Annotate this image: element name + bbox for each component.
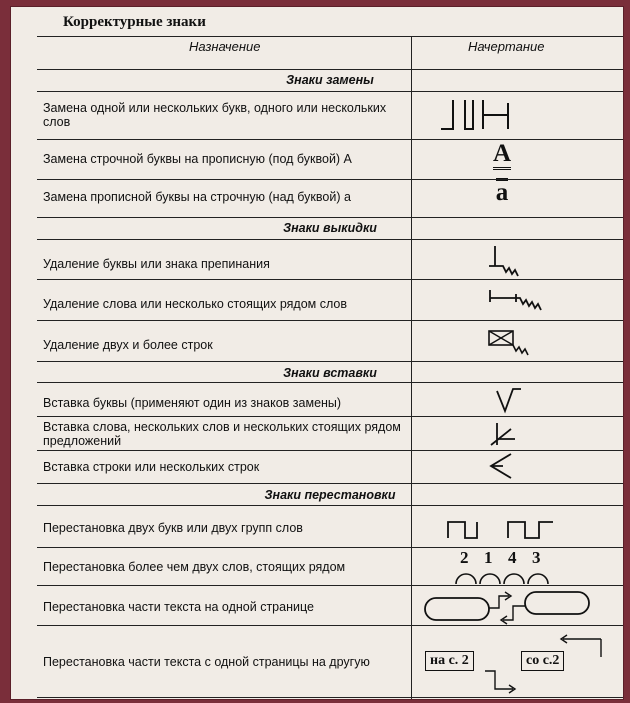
page-title: Корректурные знаки [63, 14, 206, 30]
row-text-delete-word: Удаление слова или несколько стоящих рядом слов [43, 297, 348, 311]
column-header-purpose: Назначение [189, 39, 261, 54]
section-title-delete: Знаки выкидки [283, 221, 377, 235]
table-top-border [37, 36, 623, 37]
move-text-same-page-icon [421, 586, 593, 626]
row-border [37, 697, 623, 698]
row-text-move-other-page: Перестановка части текста с одной страницы на другую [43, 655, 370, 669]
replace-brackets-icon [436, 95, 536, 135]
row-border [37, 91, 623, 92]
lowercase-glyph: a [495, 179, 509, 206]
row-text-insert-letter: Вставка буквы (применяют один из знаков замены) [43, 396, 342, 410]
uppercase-glyph: A [493, 141, 511, 170]
reorder-number: 4 [508, 548, 517, 567]
insert-line-icon [485, 450, 525, 482]
row-border [37, 416, 623, 417]
page-label-to: на с. 2 [425, 651, 474, 671]
reorder-number: 1 [484, 548, 493, 567]
row-border [37, 69, 623, 70]
row-text-insert-words: Вставка слова, нескольких слов и нескольких стоящих рядом предложений [43, 420, 401, 448]
row-border [37, 382, 623, 383]
row-text-lowercase: Замена прописной буквы на строчную (над буквой) а [43, 190, 351, 204]
reorder-number: 3 [532, 548, 541, 567]
row-border [37, 279, 623, 280]
row-text-swap-two: Перестановка двух букв или двух групп слов [43, 521, 303, 535]
row-text-insert-line: Вставка строки или нескольких строк [43, 460, 260, 474]
row-text-reorder-words: Перестановка более чем двух слов, стоящих рядом [43, 560, 346, 574]
row-border [37, 179, 623, 180]
delete-word-icon [486, 284, 556, 318]
section-title-reorder: Знаки перестановки [264, 488, 396, 502]
reorder-number: 2 [460, 548, 469, 567]
section-title-insert: Знаки вставки [283, 366, 377, 380]
row-border [37, 320, 623, 321]
delete-lines-icon [486, 325, 546, 361]
insert-words-icon [485, 419, 525, 449]
row-border [37, 483, 623, 484]
row-text-move-same-page: Перестановка части текста на одной странице [43, 600, 314, 614]
column-header-notation: Начертание [468, 39, 545, 54]
row-text-delete-letter: Удаление буквы или знака препинания [43, 257, 270, 271]
uppercase-A-icon [487, 141, 517, 170]
move-text-other-page-icon [423, 627, 603, 697]
row-text-delete-lines: Удаление двух и более строк [43, 338, 213, 352]
section-title-replace: Знаки замены [286, 73, 374, 87]
swap-two-icon [443, 512, 563, 542]
row-border [37, 217, 623, 218]
row-border [37, 505, 623, 506]
reorder-words-icon [454, 548, 554, 588]
insert-letter-icon [489, 385, 529, 415]
delete-letter-icon [481, 242, 531, 278]
proofreading-marks-page [10, 6, 624, 700]
arc-marks [454, 568, 554, 586]
row-text-uppercase: Замена строчной буквы на прописную (под буквой) А [43, 152, 352, 166]
row-border [37, 139, 623, 140]
row-border [37, 361, 623, 362]
lowercase-a-icon [487, 178, 517, 205]
row-border [37, 239, 623, 240]
page-label-from: со с.2 [521, 651, 564, 671]
row-border [37, 450, 623, 451]
row-text-replace-letters: Замена одной или нескольких букв, одного или нескольких слов [43, 101, 387, 129]
